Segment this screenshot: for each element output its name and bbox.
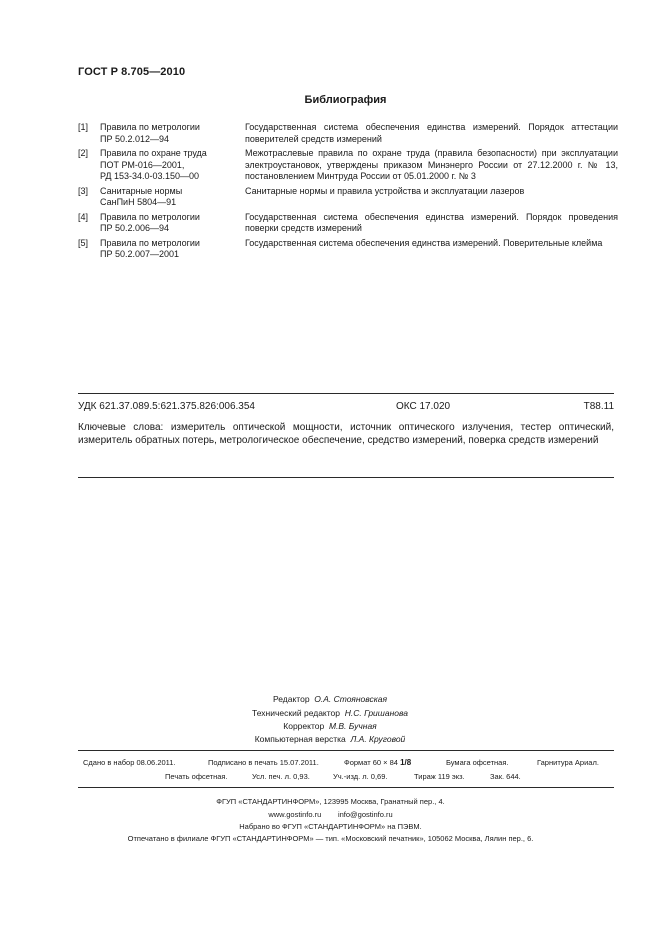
oks-code: ОКС 17.020 <box>396 401 451 412</box>
entry-source: Правила по метрологии ПР 50.2.012—94 <box>100 122 200 144</box>
entry-source: Правила по охране труда ПОТ РМ-016—2001, РД 153-34.0-03.150—00 <box>100 148 207 181</box>
entry-number: [3] <box>78 185 89 196</box>
entry-title: Межотраслевые правила по охране труда (правила безопасности) при эксплуатации электроустановок, утверждены приказом Минэнерго России от 27.12.2000 г. № 13, постановлением Минтруда России от 05.01.2000 г. № 3 <box>245 148 618 181</box>
entry-title: Государственная система обеспечения единства измерений. Поверительные клейма <box>245 237 603 248</box>
staff-name: М.В. Бучная <box>328 721 377 731</box>
entry-title: Санитарные нормы и правила устройства и эксплуатации лазеров <box>245 185 525 196</box>
staff-name: Н.С. Гришанова <box>344 708 408 718</box>
bibliography-entry <box>78 122 618 145</box>
bibliography-list <box>78 122 618 264</box>
bibliography-entry <box>78 212 618 235</box>
entry-source: Санитарные нормы СанПиН 5804—91 <box>100 185 183 207</box>
entry-source: Правила по метрологии ПР 50.2.006—94 <box>100 211 200 233</box>
divider-bottom <box>78 477 614 478</box>
staff-role: Компьютерная верстка <box>254 734 346 744</box>
paper-type: Бумага офсетная. <box>446 758 509 767</box>
sign-date: Подписано в печать 15.07.2011. <box>208 758 319 767</box>
staff-role: Корректор <box>283 721 325 731</box>
print-type: Печать офсетная. <box>165 772 228 781</box>
staff-role: Редактор <box>272 694 310 704</box>
entry-number: [2] <box>78 148 89 158</box>
circulation: Тираж 119 экз. <box>414 772 465 781</box>
document-standard-number: ГОСТ Р 8.705—2010 <box>78 66 186 78</box>
publisher-website: www.gostinfo.ru <box>268 810 322 819</box>
bibliography-entry <box>78 238 618 261</box>
udk-code: УДК 621.37.089.5:621.375.826:006.354 <box>78 401 255 412</box>
format-fraction: 1/8 <box>400 758 412 767</box>
keywords-paragraph: Ключевые слова: измеритель оптической мощности, источник оптического излучения, тестер оптический, измеритель обратных потерь, метрологическое обеспечение, средство измерений, поверка средств измерений <box>78 422 614 446</box>
category-code: Т88.11 <box>583 401 614 412</box>
printed-at-note: Отпечатано в филиале ФГУП «СТАНДАРТИНФОРМ» — тип. «Московский печатник», 105062 Москва, Лялин пер., 6. <box>127 834 534 843</box>
staff-role: Технический редактор <box>252 708 340 718</box>
font-type: Гарнитура Ариал. <box>537 758 599 767</box>
staff-layout <box>200 734 460 744</box>
bibliography-entry <box>78 148 618 183</box>
publisher-email: info@gostinfo.ru <box>337 810 393 819</box>
staff-editor <box>200 694 460 704</box>
set-date: Сдано в набор 08.06.2011. <box>83 758 176 767</box>
divider-staff <box>78 750 614 751</box>
publ-sheets: Уч.-изд. л. 0,69. <box>333 772 388 781</box>
staff-tech-editor <box>200 708 460 718</box>
format <box>344 758 411 767</box>
divider-pub <box>78 787 614 788</box>
staff-corrector <box>200 721 460 731</box>
order-number: Зак. 644. <box>490 772 521 781</box>
format-label: Формат 60 × 84 <box>344 758 398 767</box>
entry-source: Правила по метрологии ПР 50.2.007—2001 <box>100 237 200 259</box>
divider-top <box>78 393 614 394</box>
entry-number: [1] <box>78 122 89 132</box>
entry-title: Государственная система обеспечения единства измерений. Порядок проведения поверки средств измерений <box>245 211 618 233</box>
bibliography-entry <box>78 186 618 209</box>
entry-number: [4] <box>78 211 89 222</box>
entry-title: Государственная система обеспечения единства измерений. Порядок аттестации поверителей средств измерений <box>245 122 618 144</box>
publisher-contacts <box>0 810 661 819</box>
print-sheets: Усл. печ. л. 0,93. <box>252 772 310 781</box>
typeset-note: Набрано во ФГУП «СТАНДАРТИНФОРМ» на ПЭВМ. <box>239 822 422 831</box>
publisher-address: ФГУП «СТАНДАРТИНФОРМ», 123995 Москва, Гранатный пер., 4. <box>216 797 445 806</box>
staff-name: О.А. Стояновская <box>314 694 388 704</box>
staff-name: Л.А. Круговой <box>350 734 406 744</box>
entry-number: [5] <box>78 237 89 248</box>
bibliography-title: Библиография <box>304 94 387 106</box>
